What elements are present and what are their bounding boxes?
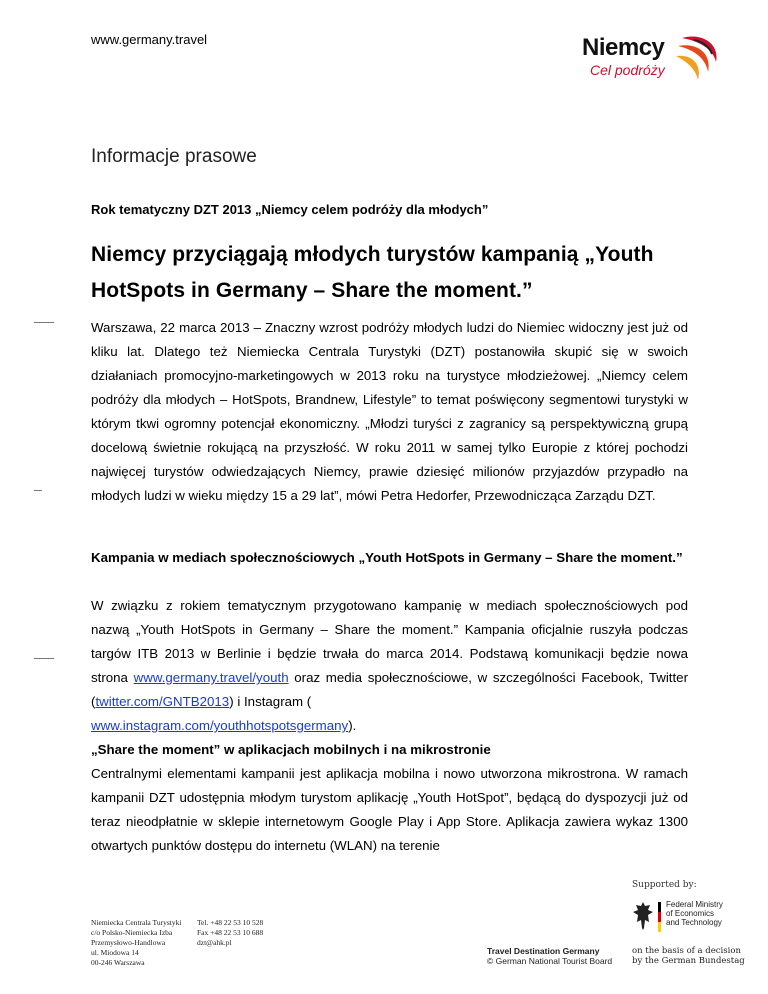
margin-mark xyxy=(34,322,54,323)
ministry-line: of Economics xyxy=(666,909,715,918)
logo-swoosh-icon xyxy=(674,32,724,86)
subtitle: Rok tematyczny DZT 2013 „Niemcy celem podróży dla młodych” xyxy=(91,202,489,217)
margin-mark xyxy=(34,658,54,659)
bundestag-decision xyxy=(632,946,745,966)
paragraph-mobile: Centralnymi elementami kampanii jest aplikacja mobilna i nowo utworzona mikrostrona. W ramach kampanii DZT udostępnia młodym turystom aplikację „Youth HotSpot”, będącą do dyspozycji już od teraz nieodpłatnie w sklepie internetowym Google Play i App Store. Aplikacja zawiera wykaz 1300 otwartych punktów dostępu do internetu (WLAN) na terenie xyxy=(91,766,688,853)
paragraph-text: W związku z rokiem tematycznym przygotowano kampanię w mediach społecznościowych pod nazwą „Youth HotSpots in Germany – Share the moment.” Kampania oficjalnie ruszyła podczas targów ITB 2013 w Berlinie i będzie trwała do marca 2014. Podstawą komunikacji będzie nowa strona xyxy=(91,598,688,685)
margin-mark xyxy=(34,490,42,491)
paragraph-intro: Warszawa, 22 marca 2013 – Znaczny wzrost podróży młodych ludzi do Niemiec widoczny jest już od kliku lat. Dlatego też Niemiecka Centrala Turystyki (DZT) postanowiła skupić się w swoich działaniach promocyjno-marketingowych w 2013 roku na turystyce młodzieżowej. „Niemcy celem podróży dla młodych – HotSpots, Brandnew, Lifestyle” to temat poświęcony segmentowi turystyki w którym tkwi ogromny potencjał ekonomiczny. „Młodzi turyści z zagranicy są perspektywiczną grupą docelową świetnie rokującą na przyszłość. W roku 2011 w samej tylko Europie z której pochodzi najwięcej turystów odwiedzających Niemcy, prawie dziesięć milionów przyjazdów przypadło na młodych ludzi w wieku między 15 a 29 lat”, mówi Petra Hedorfer, Przewodnicząca Zarządu DZT. xyxy=(91,320,688,503)
logo-tagline: Cel podróży xyxy=(590,62,665,78)
tdg-subtitle: © German National Tourist Board xyxy=(487,956,613,966)
address-line: Niemiecka Centrala Turystyki xyxy=(91,918,182,927)
tdg-logo xyxy=(487,946,612,966)
brand-logo xyxy=(572,32,722,88)
site-url: www.germany.travel xyxy=(91,32,208,47)
address-line: ul. Miodowa 14 xyxy=(91,948,139,957)
section-label: Informacje prasowe xyxy=(91,146,257,167)
link-germany-travel-youth[interactable]: www.germany.travel/youth xyxy=(133,670,289,685)
tdg-title: Travel Destination Germany xyxy=(487,946,600,956)
ministry-name xyxy=(666,900,723,927)
footer-contact xyxy=(197,918,263,948)
ministry-logo xyxy=(632,900,742,940)
contact-line: Fax +48 22 53 10 688 xyxy=(197,928,264,937)
paragraph-text: oraz media społecznościowe, w szczególności Facebook, Twitter ( xyxy=(91,670,688,709)
decision-line: by the German Bundestag xyxy=(632,956,745,966)
address-line: c/o Polsko-Niemiecka Izba xyxy=(91,928,173,937)
section-heading-social: Kampania w mediach społecznościowych „Youth HotSpots in Germany – Share the moment.” xyxy=(91,550,683,565)
contact-line: dzt@ahk.pl xyxy=(197,938,232,947)
address-line: 00-246 Warszawa xyxy=(91,958,145,967)
ministry-line: and Technology xyxy=(666,918,722,927)
paragraph-social xyxy=(91,594,688,738)
federal-eagle-icon xyxy=(632,900,654,932)
address-line: Przemysłowo-Handlowa xyxy=(91,938,166,947)
decision-line: on the basis of a decision xyxy=(632,946,741,956)
headline: Niemcy przyciągają młodych turystów kampanią „Youth HotSpots in Germany – Share the moment.” xyxy=(91,243,654,302)
link-twitter[interactable]: twitter.com/GNTB2013 xyxy=(95,694,230,709)
paragraph-text: ). xyxy=(348,718,357,733)
paragraph-text: ) i Instagram ( xyxy=(229,694,312,709)
german-flag-icon xyxy=(658,902,661,932)
logo-word: Niemcy xyxy=(582,34,665,61)
supported-by-label: Supported by: xyxy=(632,880,697,890)
contact-line: Tel. +48 22 53 10 528 xyxy=(197,918,264,927)
footer-address xyxy=(91,918,181,968)
link-instagram[interactable]: www.instagram.com/youthhotspotsgermany xyxy=(91,718,349,733)
ministry-line: Federal Ministry xyxy=(666,900,723,909)
section-heading-mobile: „Share the moment” w aplikacjach mobilnych i na mikrostronie xyxy=(91,742,491,757)
